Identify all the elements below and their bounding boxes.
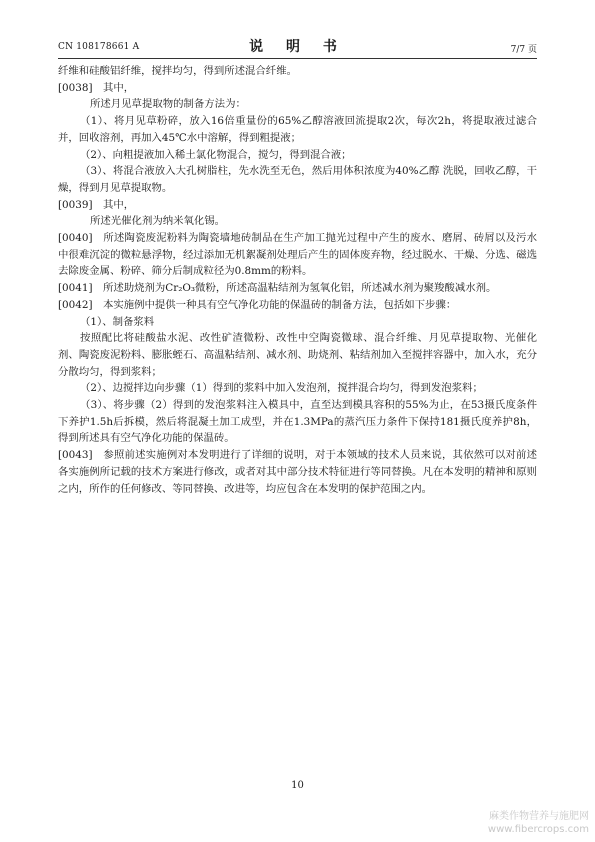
paragraph: [0039] 其中， bbox=[58, 198, 135, 211]
paragraph: （3）、将混合液放入大孔树脂柱，先水洗至无色，然后用体积浓度为40%乙醇 洗脱，回收乙醇，干燥，得到月见草提取物。 bbox=[58, 165, 537, 194]
page-header bbox=[58, 36, 537, 56]
paragraph: [0038] 其中， bbox=[58, 81, 135, 94]
paragraph: 按照配比将硅酸盐水泥、改性矿渣微粉、改性中空陶瓷微球、混合纤维、月见草提取物、光催化剂、陶瓷废泥粉料、膨胀蛭石、高温粘结剂、减水剂、助烧剂、粘结剂加入至搅拌容器中，加入水，充分分散均匀，得到浆料； bbox=[58, 332, 537, 378]
paragraph: （2）、边搅拌边向步骤（1）得到的浆料中加入发泡剂，搅拌混合均匀，得到发泡浆料； bbox=[80, 382, 483, 395]
document-body bbox=[58, 63, 537, 497]
paragraph: 纤维和硅酸铝纤维，搅拌均匀，得到所述混合纤维。 bbox=[58, 65, 297, 77]
page-indicator: 7/7 页 bbox=[510, 45, 537, 55]
paragraph: （2）、向粗提液加入稀土氯化物混合，搅匀，得到混合液； bbox=[80, 148, 352, 161]
paragraph: [0041] 所述助烧剂为Cr₂O₃微粉，所述高温粘结剂为氢氧化铝，所述减水剂为聚羧酸减水剂。 bbox=[58, 282, 497, 295]
watermark-url: www.fibercrops.com bbox=[487, 824, 589, 835]
paragraph: [0043] 参照前述实施例对本发明进行了详细的说明，对于本领域的技术人员来说，其依然可以对前述各实施例所记载的技术方案进行修改，或者对其中部分技术特征进行等同替换。凡在本发明的精神和原则之内，所作的任何修改、等同替换、改进等，均应包含在本发明的保护范围之内。 bbox=[58, 449, 537, 495]
paragraph: [0042] 本实施例中提供一种具有空气净化功能的保温砖的制备方法，包括如下步骤： bbox=[58, 298, 457, 311]
paragraph: 所述光催化剂为纳米氧化锡。 bbox=[90, 215, 226, 228]
watermark bbox=[488, 810, 589, 836]
paragraph: （1）、制备浆料 bbox=[80, 315, 155, 328]
page-number: 10 bbox=[291, 780, 304, 791]
header-rule bbox=[58, 58, 537, 59]
paragraph: （1）、将月见草粉碎，放入16倍重量份的65%乙醇溶液回流提取2次，每次2h，将提取液过滤合并，回收溶剂，再加入45℃水中溶解，得到粗提液； bbox=[58, 115, 537, 144]
document-title: 说 明 书 bbox=[249, 39, 346, 55]
patent-number: CN 108178661 A bbox=[58, 42, 140, 52]
watermark-site-name: 麻类作物营养与施肥网 bbox=[489, 811, 589, 822]
paragraph: [0040] 所述陶瓷废泥粉料为陶瓷墙地砖制品在生产加工抛光过程中产生的废水、磨屑、砖屑以及污水中很难沉淀的微粒悬浮物，经过添加无机絮凝剂处理后产生的固体废弃物，经过脱水、干燥、分选、磁选去除废金属、粉碎、筛分后制成粒径为0.8mm的粉料。 bbox=[58, 232, 537, 278]
paragraph: （3）、将步骤（2）得到的发泡浆料注入模具中，直至达到模具容积的55%为止，在53摄氏度条件下养护1.5h后拆模，然后将混凝土加工成型，并在1.3MPa的蒸汽压力条件下保持181摄氏度养护8h，得到所述具有空气净化功能的保温砖。 bbox=[58, 399, 537, 445]
paragraph: 所述月见草提取物的制备方法为： bbox=[90, 98, 246, 111]
